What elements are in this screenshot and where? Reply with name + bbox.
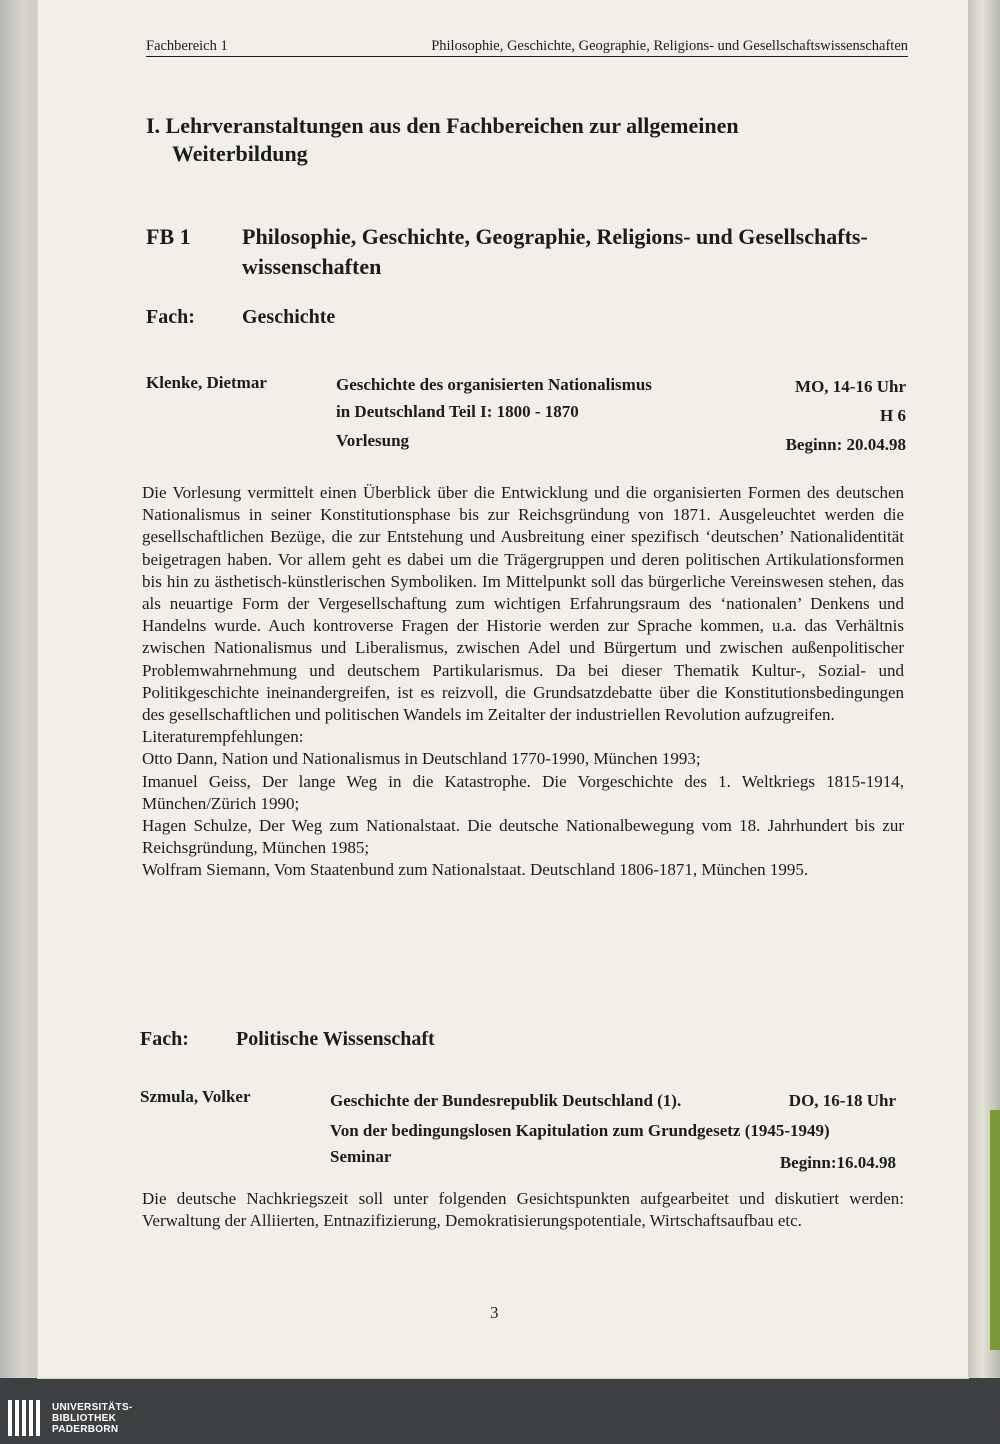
book-gutter xyxy=(0,0,38,1378)
course-description-szmula xyxy=(142,1188,904,1232)
literature-list xyxy=(142,748,904,881)
course-type: Seminar xyxy=(330,1147,392,1166)
course-type: Vorlesung xyxy=(336,431,410,450)
subject-heading-politics xyxy=(140,1028,640,1056)
description-paragraph: Die Vorlesung vermittelt einen Überblick über die Entwicklung und die organisierten Formen des deutschen Nationalismus in seiner Konstitutionsphase bis zur Reichsgründung von 1871. Ausgeleuchtet werden die gesellschaftlichen Bezüge, die zur Entstehung und Ausbreitung einer spezifisch ‘deutschen’ Nationalidentität beigetragen haben. Vor allem geht es dabei um die Trägergruppen und deren politischen Artikulationsformen bis hin zu ästhetisch-künstlerischen Symboliken. Im Mittelpunkt soll das bürgerliche Vereinswesen stehen, das als neuartige Form der Vergesellschaftung zum wichtigen Erfahrungsraum des ‘nationalen’ Denkens und Handelns wurde. Auch kontroverse Fragen der Historie werden zur Sprache kommen, u.a. das Verhältnis zwischen Nationalismus und Liberalismus, zwischen Adel und Bürgertum und zwischen außenpolitischer Problemwahrnehmung und deutschem Partikularismus. Da bei dieser Thematik Kultur-, Sozial- und Politikgeschichte ineinandergreifen, ist es reizvoll, die Grundsatzdebatte über die Konstitutionsbedingungen des gesellschaftlichen und politischen Wandels im Zeitalter der industriellen Revolution aufzugreifen. xyxy=(142,483,904,725)
literature-item: Wolfram Siemann, Vom Staatenbund zum Nationalstaat. Deutschland 1806-1871, München 1995. xyxy=(142,860,809,880)
course-lecturer: Szmula, Volker xyxy=(140,1087,251,1106)
section-title-line1: I. Lehrveranstaltungen aus den Fachbereichen zur allgemeinen xyxy=(146,113,739,138)
department-code: FB 1 xyxy=(146,224,191,249)
library-logo-icon xyxy=(6,1396,44,1440)
running-header xyxy=(146,38,908,57)
library-logo-text xyxy=(52,1402,133,1435)
literature-item: Hagen Schulze, Der Weg zum Nationalstaat. Die deutsche Nationalbewegung vom 18. Jahrhundert bis zur Reichsgründung, München 1985; xyxy=(142,816,904,858)
course-room: H 6 xyxy=(880,406,906,425)
course-time: DO, 16-18 Uhr xyxy=(788,1091,896,1110)
library-logo xyxy=(0,1392,180,1444)
course-entry-szmula xyxy=(140,1082,920,1174)
logo-line2: BIBLIOTHEK xyxy=(52,1412,117,1424)
course-time: MO, 14-16 Uhr xyxy=(795,377,906,396)
description-paragraph: Die deutsche Nachkriegszeit soll unter folgenden Gesichtspunkten aufgearbeitet und diskutiert werden: Verwaltung der Alliierten, Entnazifizierung, Demokratisierungspotentiale, Wirtschaftsaufbau etc. xyxy=(142,1189,904,1231)
course-title-line2: in Deutschland Teil I: 1800 - 1870 xyxy=(336,402,579,421)
course-start: Beginn: 20.04.98 xyxy=(785,435,906,454)
subject-label: Fach: xyxy=(146,306,195,328)
subject-label: Fach: xyxy=(140,1028,189,1050)
department-title: Philosophie, Geschichte, Geographie, Religions- und Gesellschafts-wissenschaften xyxy=(242,224,868,279)
section-title-line2: Weiterbildung xyxy=(172,141,308,166)
course-entry-klenke xyxy=(146,368,906,460)
logo-line1: UNIVERSITÄTS- xyxy=(52,1401,133,1413)
header-right: Philosophie, Geschichte, Geographie, Religions- und Gesellschaftswissenschaften xyxy=(431,38,908,54)
page-edge-strip xyxy=(968,0,1000,1378)
subject-value: Politische Wissenschaft xyxy=(236,1028,435,1050)
literature-item: Otto Dann, Nation und Nationalismus in Deutschland 1770-1990, München 1993; xyxy=(142,749,701,769)
color-tab xyxy=(990,1110,1000,1350)
course-title-line2: Von der bedingungslosen Kapitulation zum Grundgesetz (1945-1949) xyxy=(330,1121,830,1140)
course-title-line1: Geschichte des organisierten Nationalismus xyxy=(336,375,652,394)
course-description-klenke xyxy=(142,482,904,882)
header-left: Fachbereich 1 xyxy=(146,38,228,54)
course-start: Beginn:16.04.98 xyxy=(779,1153,896,1172)
subject-value: Geschichte xyxy=(242,306,336,328)
course-title-line1: Geschichte der Bundesrepublik Deutschland (1). xyxy=(330,1091,682,1110)
course-lecturer: Klenke, Dietmar xyxy=(146,373,267,392)
page-number: 3 xyxy=(490,1303,499,1322)
logo-line3: PADERBORN xyxy=(52,1423,119,1435)
section-title xyxy=(146,112,846,168)
literature-item: Imanuel Geiss, Der lange Weg in die Katastrophe. Die Vorgeschichte des 1. Weltkriegs 1815-1914, München/Zürich 1990; xyxy=(142,771,904,813)
subject-heading-history xyxy=(146,306,546,334)
literature-heading: Literaturempfehlungen: xyxy=(142,727,304,747)
